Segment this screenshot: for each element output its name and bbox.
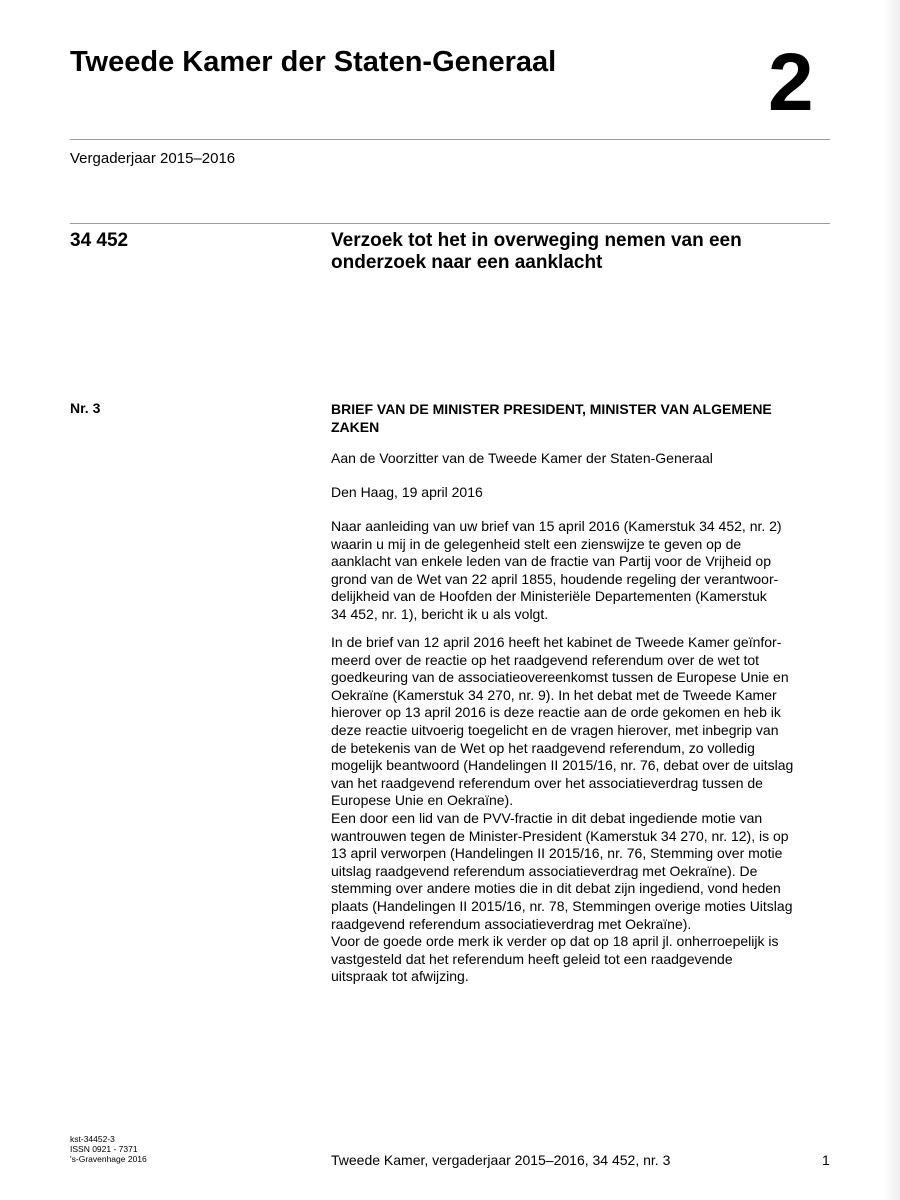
session-year: Vergaderjaar 2015–2016 [70, 150, 236, 167]
text-line: Europese Unie en Oekraïne). [331, 792, 514, 809]
letter-addressee: Aan de Voorzitter van de Tweede Kamer der Staten-Generaal [331, 450, 713, 466]
text-line: meerd over de reactie op het raadgevend referendum over de wet tot [331, 651, 760, 668]
text-line: waarin u mij in de gelegenheid stelt een zienswijze te geven op de [331, 535, 742, 552]
text-line: 13 april verworpen (Handelingen II 2015/16, nr. 76, Stemming over motie [331, 845, 783, 862]
text-line: goedkeuring van de associatieovereenkomst tussen de Europese Unie en [331, 669, 789, 686]
text-line: plaats (Handelingen II 2015/16, nr. 78, Stemmingen overige moties Uitslag [331, 897, 793, 914]
text-line: raadgevend referendum associatieverdrag met Oekraïne). [331, 915, 692, 932]
letter-title-line: ZAKEN [331, 419, 380, 435]
letter-title [331, 400, 831, 436]
footer-publication-meta [70, 1134, 147, 1164]
letter-title-line: BRIEF VAN DE MINISTER PRESIDENT, MINISTER VAN ALGEMENE [331, 401, 772, 417]
dossier-title-line: Verzoek tot het in overweging nemen van een [331, 230, 742, 251]
letter-paragraph-1 [331, 518, 831, 624]
footer-meta-line: kst-34452-3 [70, 1134, 115, 1144]
document-number: Nr. 3 [70, 400, 101, 416]
dossier-divider [70, 223, 830, 224]
header-divider [70, 139, 830, 140]
text-line: uitslag raadgevend referendum associatieverdrag met Oekraïne). De [331, 862, 758, 879]
chamber-title: Tweede Kamer der Staten-Generaal [70, 46, 557, 78]
text-line: Naar aanleiding van uw brief van 15 april 2016 (Kamerstuk 34 452, nr. 2) [331, 518, 782, 534]
text-line: Oekraïne (Kamerstuk 34 270, nr. 9). In het debat met de Tweede Kamer [331, 686, 777, 703]
text-line: Voor de goede orde merk ik verder op dat op 18 april jl. onherroepelijk is [331, 933, 779, 950]
text-line: Een door een lid van de PVV-fractie in dit debat ingediende motie van [331, 809, 763, 826]
text-line: aanklacht van enkele leden van de fractie van Partij voor de Vrijheid op [331, 553, 771, 570]
text-line: uitspraak tot afwijzing. [331, 968, 469, 985]
dossier-title-line: onderzoek naar een aanklacht [331, 252, 603, 273]
text-line: hierover op 13 april 2016 is deze reactie aan de orde gekomen en heb ik [331, 704, 781, 721]
letter-date: Den Haag, 19 april 2016 [331, 484, 483, 500]
text-line: In de brief van 12 april 2016 heeft het kabinet de Tweede Kamer geïnfor- [331, 634, 782, 650]
dossier-title [331, 230, 831, 274]
footer-meta-line: 's-Gravenhage 2016 [70, 1154, 147, 1164]
text-line: deze reactie uitvoerig toegelicht en de vragen hierover, met inbegrip van [331, 721, 779, 738]
page-number: 1 [822, 1152, 830, 1168]
footer-running-title: Tweede Kamer, vergaderjaar 2015–2016, 34 452, nr. 3 [331, 1152, 671, 1168]
text-line: de betekenis van de Wet op het raadgevend referendum, zo volledig [331, 739, 755, 756]
chamber-number: 2 [768, 37, 814, 128]
text-line: stemming over andere moties die in dit debat zijn ingediend, vond heden [331, 880, 781, 897]
footer-meta-line: ISSN 0921 - 7371 [70, 1144, 138, 1154]
text-line: mogelijk beantwoord (Handelingen II 2015/16, nr. 76, debat over de uitslag [331, 757, 794, 774]
letter-paragraph-2 [331, 634, 831, 986]
text-line: wantrouwen tegen de Minister-President (Kamerstuk 34 270, nr. 12), is op [331, 827, 789, 844]
dossier-number: 34 452 [70, 230, 129, 251]
page-edge-shadow [884, 0, 900, 1200]
text-line: van het raadgevend referendum over het associatieverdrag tussen de [331, 774, 763, 791]
text-line: 34 452, nr. 1), bericht ik u als volgt. [331, 605, 549, 622]
text-line: delijkheid van de Hoofden der Ministeriële Departementen (Kamerstuk [331, 588, 767, 605]
text-line: vastgesteld dat het referendum heeft geleid tot een raadgevende [331, 950, 733, 967]
text-line: grond van de Wet van 22 april 1855, houdende regeling der verantwoor- [331, 570, 779, 587]
